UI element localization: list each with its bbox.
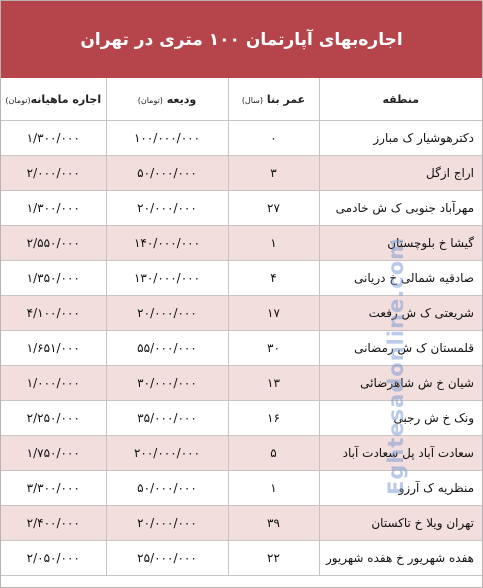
header-region-label: منطقه [382,92,420,106]
table-row [1,296,482,331]
rent-table [1,78,482,576]
cell-region: مهرآباد جنوبی ک ش خادمی [319,191,482,226]
header-age-label: عمر بنا [266,92,306,106]
table-row [1,261,482,296]
cell-age: ۳۰ [228,331,319,366]
cell-age: ۱ [228,226,319,261]
cell-rent: ۱/۳۵۰/۰۰۰ [1,261,106,296]
cell-region: هفده شهریور خ هفده شهریور [319,541,482,576]
cell-age: ۱۷ [228,296,319,331]
table-row [1,401,482,436]
cell-deposit: ۱۴۰/۰۰۰/۰۰۰ [106,226,228,261]
watermark-logo: Eghtesadonline.com [384,236,408,496]
table-row [1,121,482,156]
cell-rent: ۲/۰۵۰/۰۰۰ [1,541,106,576]
header-row [1,78,482,121]
cell-region: شریعتی ک ش رفعت [319,296,482,331]
cell-rent: ۱/۳۰۰/۰۰۰ [1,121,106,156]
cell-age: ۴ [228,261,319,296]
header-rent [1,78,106,121]
cell-rent: ۳/۳۰۰/۰۰۰ [1,471,106,506]
cell-rent: ۲/۲۵۰/۰۰۰ [1,401,106,436]
cell-age: ۳۹ [228,506,319,541]
cell-age: ۱۶ [228,401,319,436]
cell-deposit: ۲۰/۰۰۰/۰۰۰ [106,506,228,541]
header-region [319,78,482,121]
cell-rent: ۱/۳۰۰/۰۰۰ [1,191,106,226]
cell-region: تهران ویلا خ تاکستان [319,506,482,541]
table-row [1,331,482,366]
cell-deposit: ۵۰/۰۰۰/۰۰۰ [106,156,228,191]
cell-deposit: ۲۵/۰۰۰/۰۰۰ [106,541,228,576]
cell-rent: ۲/۴۰۰/۰۰۰ [1,506,106,541]
cell-deposit: ۵۵/۰۰۰/۰۰۰ [106,331,228,366]
cell-deposit: ۲۰/۰۰۰/۰۰۰ [106,191,228,226]
table-row [1,436,482,471]
cell-deposit: ۲۰۰/۰۰۰/۰۰۰ [106,436,228,471]
cell-rent: ۴/۱۰۰/۰۰۰ [1,296,106,331]
header-deposit-label: ودیعه [166,92,197,106]
cell-deposit: ۵۰/۰۰۰/۰۰۰ [106,471,228,506]
cell-age: ۱ [228,471,319,506]
cell-region: صادقیه شمالی خ دریانی [319,261,482,296]
cell-age: ۲۲ [228,541,319,576]
header-deposit-unit: (تومان) [137,95,163,105]
cell-age: ۰ [228,121,319,156]
cell-region: قلمستان ک ش رمضانی [319,331,482,366]
cell-region: شیان خ ش شاهرضائی [319,366,482,401]
cell-rent: ۱/۷۵۰/۰۰۰ [1,436,106,471]
header-age-unit: (سال) [241,95,264,105]
title-bar [1,1,482,78]
cell-deposit: ۱۰۰/۰۰۰/۰۰۰ [106,121,228,156]
cell-region: ونک خ ش رجبی [319,401,482,436]
header-deposit [106,78,228,121]
cell-deposit: ۳۰/۰۰۰/۰۰۰ [106,366,228,401]
cell-deposit: ۳۵/۰۰۰/۰۰۰ [106,401,228,436]
cell-region: گیشا خ بلوچستان [319,226,482,261]
cell-deposit: ۲۰/۰۰۰/۰۰۰ [106,296,228,331]
cell-region: اراج ازگل [319,156,482,191]
cell-age: ۳ [228,156,319,191]
cell-region: منظریه ک آرزو [319,471,482,506]
header-rent-label: اجاره ماهیانه [30,92,102,106]
table-row [1,366,482,401]
cell-rent: ۱/۰۰۰/۰۰۰ [1,366,106,401]
cell-age: ۲۷ [228,191,319,226]
cell-rent: ۲/۰۰۰/۰۰۰ [1,156,106,191]
cell-age: ۱۳ [228,366,319,401]
cell-rent: ۱/۶۵۱/۰۰۰ [1,331,106,366]
cell-rent: ۲/۵۵۰/۰۰۰ [1,226,106,261]
table-row [1,191,482,226]
cell-deposit: ۱۳۰/۰۰۰/۰۰۰ [106,261,228,296]
table-row [1,156,482,191]
cell-age: ۵ [228,436,319,471]
table-row [1,471,482,506]
header-rent-unit: (تومان) [5,95,31,105]
page-title: اجاره‌بهای آپارتمان ۱۰۰ متری در تهران [80,29,403,50]
table-row [1,226,482,261]
cell-region: سعادت آباد پل سعادت آباد [319,436,482,471]
table-row [1,506,482,541]
header-age [228,78,319,121]
cell-region: دکترهوشیار ک مبارز [319,121,482,156]
table-row [1,541,482,576]
